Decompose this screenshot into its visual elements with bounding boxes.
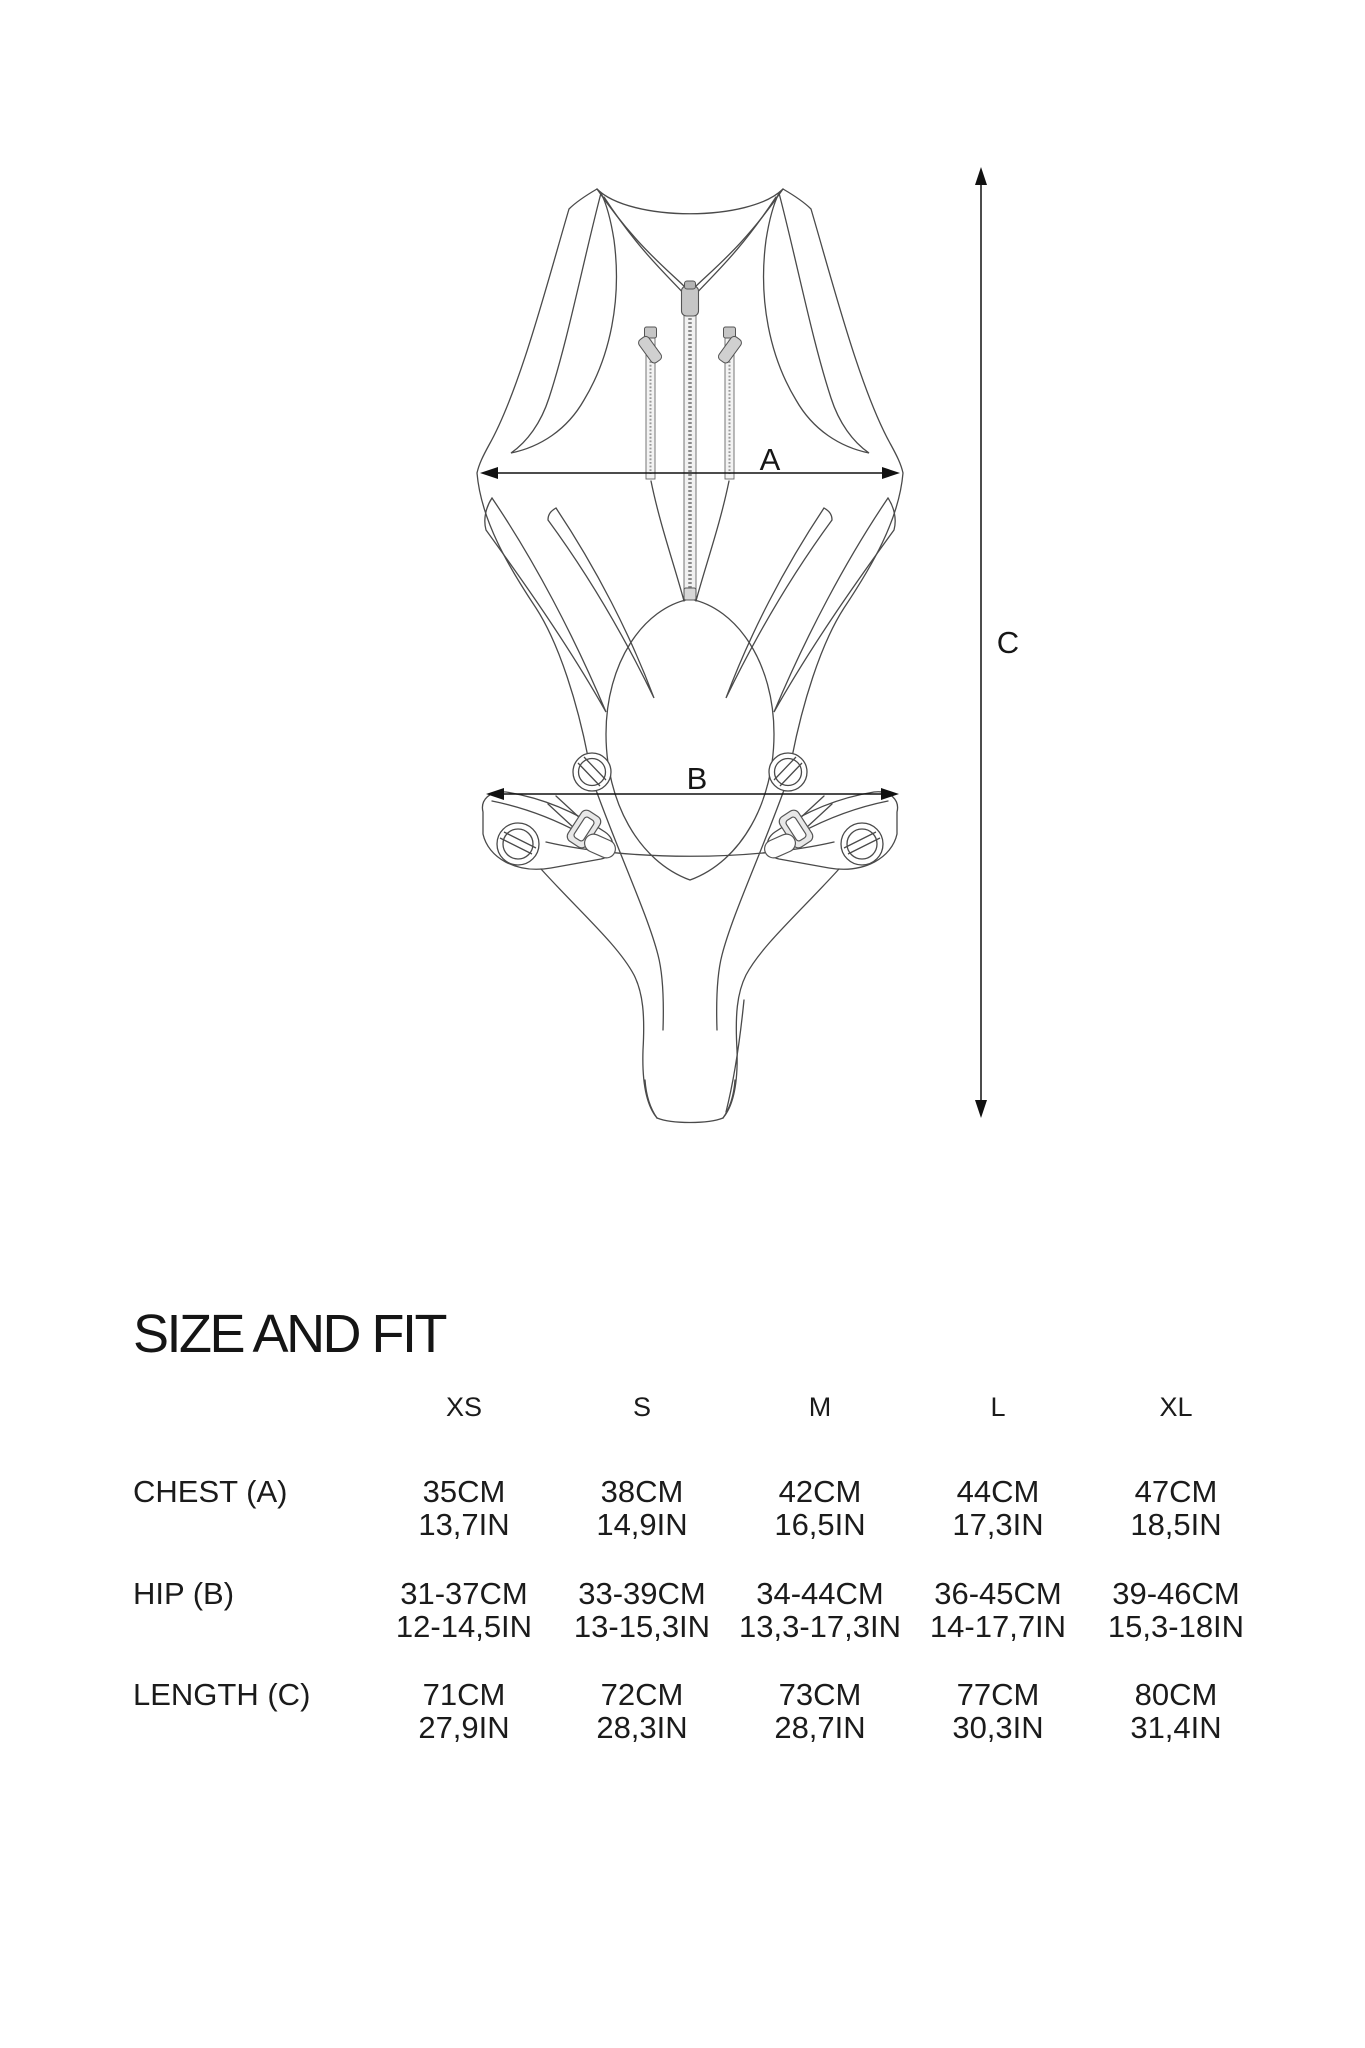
page-title: SIZE AND FIT <box>133 1304 446 1364</box>
hip-m-cm: 34-44CM <box>756 1576 884 1611</box>
hip-ring-left <box>573 753 611 791</box>
length-l <box>909 1678 1087 1744</box>
hip-xs <box>375 1577 553 1643</box>
length-m <box>731 1678 909 1744</box>
measure-b-label: B <box>686 761 708 796</box>
side-ring-left <box>497 823 539 865</box>
side-ring-right <box>841 823 883 865</box>
length-xl-in: 31,4IN <box>1130 1710 1222 1745</box>
zipper-slider <box>682 286 699 316</box>
hip-ring-right <box>769 753 807 791</box>
measure-arrows <box>480 167 987 1118</box>
chest-zipper-left <box>637 327 663 479</box>
measure-c-label: C <box>996 625 1020 660</box>
chest-m <box>731 1475 909 1541</box>
hip-s-cm: 33-39CM <box>578 1576 706 1611</box>
size-column-xl: XL <box>1159 1392 1193 1422</box>
length-xs-cm: 71CM <box>422 1677 506 1712</box>
length-l-cm: 77CM <box>956 1677 1040 1712</box>
hip-xs-cm: 31-37CM <box>400 1576 528 1611</box>
length-s-cm: 72CM <box>600 1677 684 1712</box>
hip-m-in: 13,3-17,3IN <box>739 1609 901 1644</box>
length-m-cm: 73CM <box>778 1677 862 1712</box>
chest-xl-cm: 47CM <box>1134 1474 1218 1509</box>
row-label-chest: CHEST (A) <box>133 1474 288 1509</box>
chest-s <box>553 1475 731 1541</box>
chest-xs-cm: 35CM <box>422 1474 506 1509</box>
chest-m-cm: 42CM <box>778 1474 862 1509</box>
zipper-pull-left <box>637 335 663 365</box>
chest-xs-in: 13,7IN <box>418 1507 510 1542</box>
row-label-length: LENGTH (C) <box>133 1677 311 1712</box>
length-s-in: 28,3IN <box>596 1710 688 1745</box>
chest-l <box>909 1475 1087 1541</box>
hip-m <box>731 1577 909 1643</box>
size-column-xs: XS <box>445 1392 483 1422</box>
hip-l-cm: 36-45CM <box>934 1576 1062 1611</box>
length-xl-cm: 80CM <box>1134 1677 1218 1712</box>
chest-xl-in: 18,5IN <box>1130 1507 1222 1542</box>
size-column-s: S <box>632 1392 651 1422</box>
chest-m-in: 16,5IN <box>774 1507 866 1542</box>
hip-s-in: 13-15,3IN <box>573 1609 711 1644</box>
row-label-hip: HIP (B) <box>133 1576 235 1611</box>
hip-l <box>909 1577 1087 1643</box>
measure-arrow-c <box>975 167 987 1118</box>
measure-a-label: A <box>759 442 781 477</box>
zipper-stop <box>684 588 696 600</box>
hip-xl-in: 15,3-18IN <box>1107 1609 1245 1644</box>
chest-l-in: 17,3IN <box>952 1507 1044 1542</box>
size-column-m: M <box>808 1392 832 1422</box>
length-s <box>553 1678 731 1744</box>
chest-l-cm: 44CM <box>956 1474 1040 1509</box>
length-l-in: 30,3IN <box>952 1710 1044 1745</box>
table-row-chest <box>133 1475 1265 1541</box>
chest-s-cm: 38CM <box>600 1474 684 1509</box>
hip-xs-in: 12-14,5IN <box>395 1609 533 1644</box>
hip-l-in: 14-17,7IN <box>929 1609 1067 1644</box>
hip-hardware <box>565 808 815 861</box>
length-xs <box>375 1678 553 1744</box>
length-m-in: 28,7IN <box>774 1710 866 1745</box>
zipper-pull-right <box>717 335 743 365</box>
table-row-length <box>133 1678 1265 1744</box>
chest-zipper-right <box>717 327 743 479</box>
hip-s <box>553 1577 731 1643</box>
hip-xl <box>1087 1577 1265 1643</box>
chest-s-in: 14,9IN <box>596 1507 688 1542</box>
table-row-hip <box>133 1577 1265 1643</box>
size-column-l: L <box>990 1392 1006 1422</box>
center-zipper <box>682 281 699 600</box>
chest-xs <box>375 1475 553 1541</box>
length-xs-in: 27,9IN <box>418 1710 510 1745</box>
hip-xl-cm: 39-46CM <box>1112 1576 1240 1611</box>
chest-xl <box>1087 1475 1265 1541</box>
size-table-header <box>133 1392 1265 1422</box>
header-spacer <box>133 1392 375 1422</box>
length-xl <box>1087 1678 1265 1744</box>
